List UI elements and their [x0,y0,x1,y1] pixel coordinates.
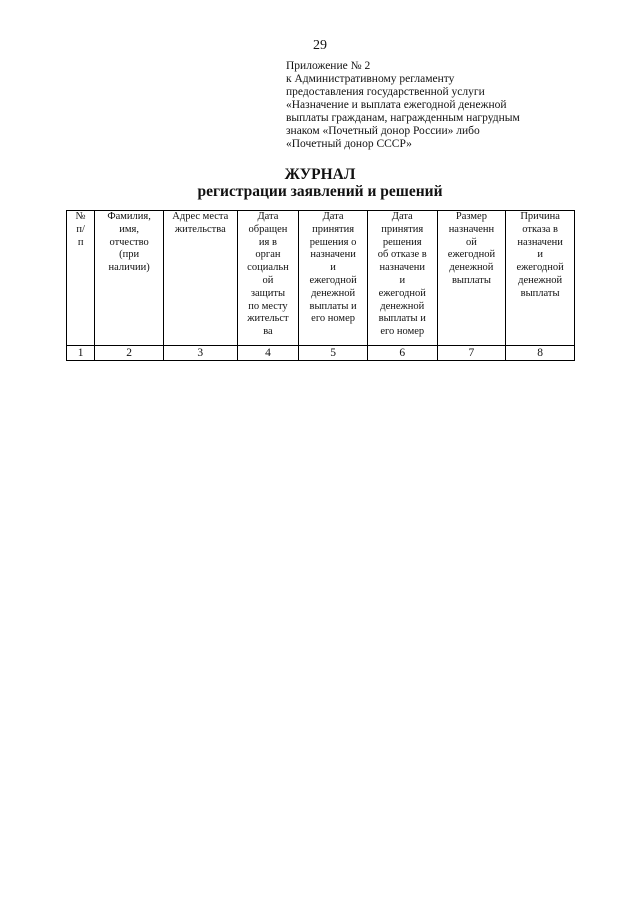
title-line-1: ЖУРНАЛ [284,166,356,183]
column-number-cell: 1 [67,346,95,361]
header-cell-application-date: Дата обращен ия в орган социальн ой защиты по месту жительст ва [237,211,299,346]
header-cell-refusal-date: Дата принятия решения об отказе в назначени и ежегодной денежной выплаты и его номер [367,211,437,346]
appendix-line: выплаты гражданам, награжденным нагрудным [286,112,520,124]
title-line-2: регистрации заявлений и решений [197,183,443,200]
document-title [0,166,640,200]
column-number-cell: 7 [437,346,506,361]
appendix-line: «Назначение и выплата ежегодной денежной [286,99,507,111]
header-cell-refusal-reason: Причина отказа в назначени и ежегодной денежной выплаты [506,211,575,346]
table-row [67,346,575,361]
header-cell-approval-date: Дата принятия решения о назначени и ежегодной денежной выплаты и его номер [299,211,368,346]
column-number-cell: 5 [299,346,368,361]
header-cell-number: № п/ п [67,211,95,346]
appendix-line: предоставления государственной услуги [286,86,485,98]
column-number-cell: 3 [163,346,237,361]
page-number: 29 [313,38,327,53]
header-cell-payment-amount: Размер назначенн ой ежегодной денежной выплаты [437,211,506,346]
header-cell-full-name: Фамилия, имя, отчество (при наличии) [95,211,164,346]
column-number-cell: 4 [237,346,299,361]
appendix-line: Приложение № 2 [286,60,371,72]
column-number-cell: 2 [95,346,164,361]
appendix-line: знаком «Почетный донор России» либо [286,125,480,137]
appendix-note [286,60,586,151]
appendix-line: к Административному регламенту [286,73,455,85]
journal-table [66,210,575,361]
appendix-line: «Почетный донор СССР» [286,138,412,150]
table-header-row [67,211,575,346]
column-number-cell: 6 [367,346,437,361]
header-cell-address: Адрес места жительства [163,211,237,346]
column-number-cell: 8 [506,346,575,361]
